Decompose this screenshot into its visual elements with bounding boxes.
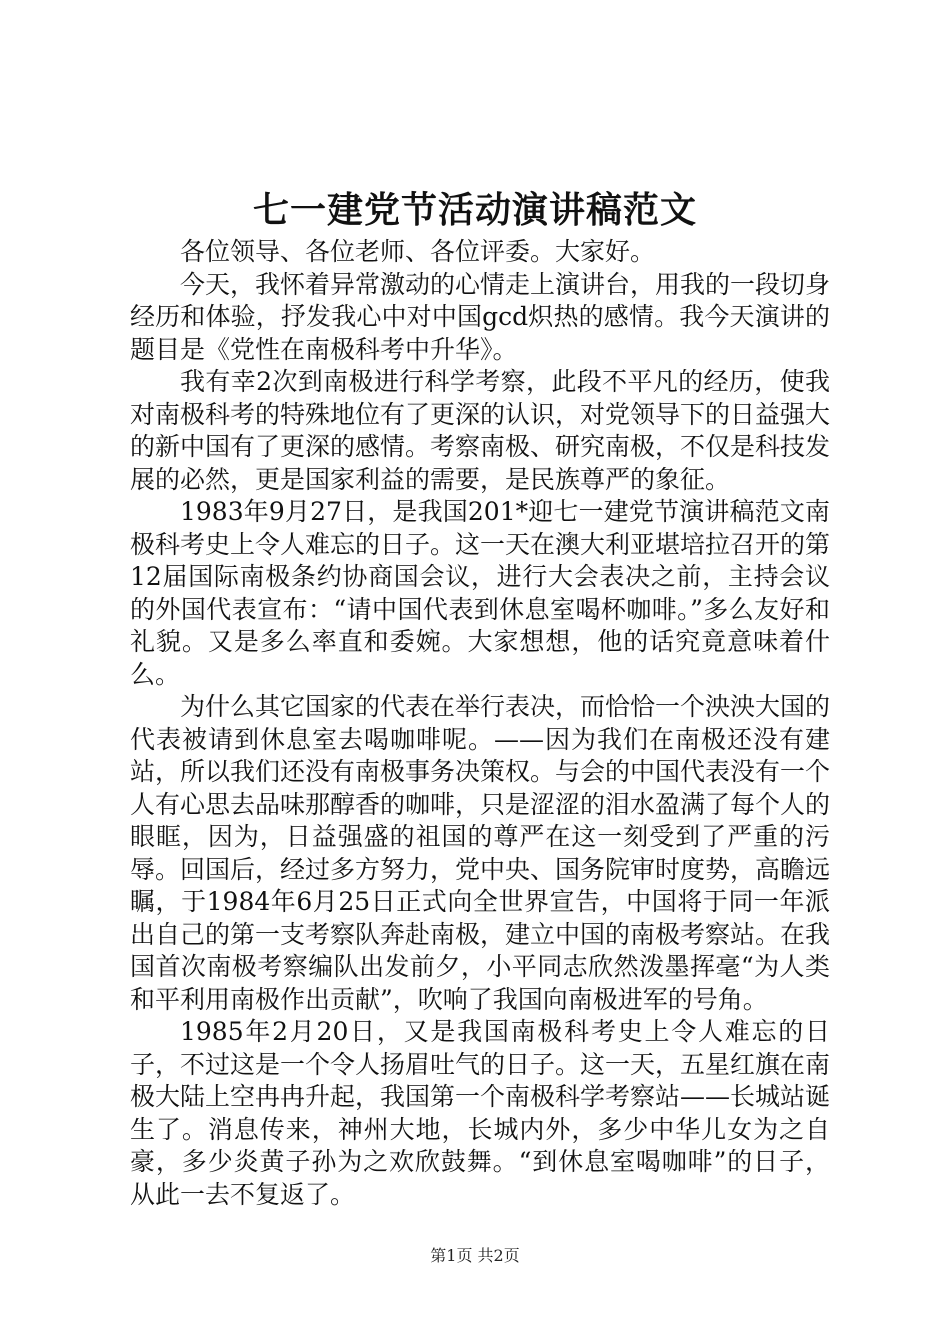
paragraph-coffee-question: 为什么其它国家的代表在举行表决，而恰恰一个泱泱大国的代表被请到休息室去喝咖啡呢。——因为我们在南极还没有建站，所以我们还没有南极事务决策权。与会的中国代表没有一个人有心思去品味那醇香的咖啡，只是涩涩的泪水盈满了每个人的眼眶，因为，日益强盛的祖国的尊严在这一刻受到了严重的污辱。回国后，经过多方努力，党中央、国务院审时度势，高瞻远瞩，于1984年6月25日正式向全世界宣告，中国将于同一年派出自己的第一支考察队奔赴南极，建立中国的南极考察站。在我国首次南极考察编队出发前夕，小平同志欣然泼墨挥毫“为人类和平利用南极作出贡献”，吹响了我国向南极进军的号角。 [130, 692, 831, 1014]
document-body [130, 236, 830, 1211]
document-title: 七一建党节活动演讲稿范文 [252, 189, 697, 231]
paragraph-greeting: 各位领导、各位老师、各位评委。大家好。 [180, 237, 656, 266]
paragraph-intro: 今天，我怀着异常激动的心情走上演讲台，用我的一段切身经历和体验，抒发我心中对中国gcd炽热的感情。我今天演讲的题目是《党性在南极科考中升华》。 [130, 269, 831, 364]
paragraph-1983-meeting: 1983年9月27日，是我国201*迎七一建党节演讲稿范文南极科考史上令人难忘的日子。这一天在澳大利亚堪培拉召开的第12届国际南极条约协商国会议，进行大会表决之前，主持会议的外国代表宣布：“请中国代表到休息室喝杯咖啡。”多么友好和礼貌。又是多么率直和委婉。大家想想，他的话究竟意味着什么。 [130, 497, 831, 689]
page-number-footer: 第1页 共2页 [430, 1246, 520, 1265]
paragraph-antarctic-experience: 我有幸2次到南极进行科学考察，此段不平凡的经历，使我对南极科考的特殊地位有了更深的认识，对党领导下的日益强大的新中国有了更深的感情。考察南极、研究南极，不仅是科技发展的必然，更是国家利益的需要，是民族尊严的象征。 [130, 367, 831, 494]
paragraph-1985-great-wall-station: 1985年2月20日，又是我国南极科考史上令人难忘的日子，不过这是一个令人扬眉吐气的日子。这一天，五星红旗在南极大陆上空冉冉升起，我国第一个南极科学考察站——长城站诞生了。消息传来，神州大地，长城内外，多少中华儿女为之自豪，多少炎黄子孙为之欢欣鼓舞。“到休息室喝咖啡”的日子，从此一去不复返了。 [130, 1017, 831, 1209]
